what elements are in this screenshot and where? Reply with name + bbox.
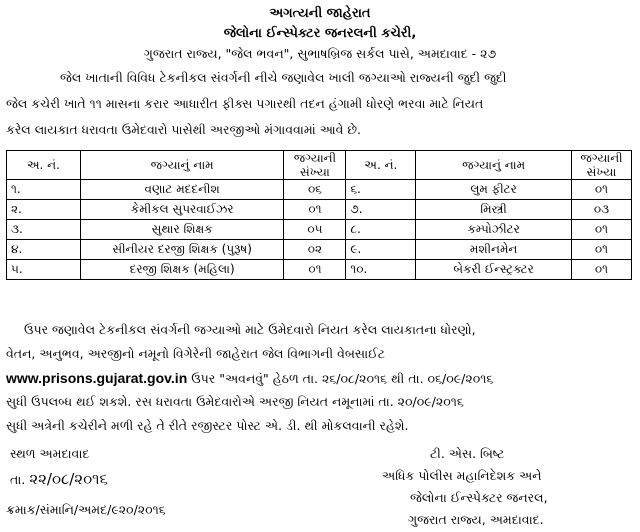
row-post: કેમીકલ સુપરવાઈઝર [80,200,284,220]
row-sno: ૨. [7,200,81,220]
website-link[interactable]: www.prisons.gujarat.gov.in [6,370,188,386]
table-row [7,180,632,200]
row-count: ૦૨ [284,240,346,260]
details-line-2: વેતન, અનુભવ, અરજીનો નમૂનો વિગેરેની જાહેરાત જેલ વિભાગની વેબસાઈટ [6,346,386,361]
row-count-2: ૦૧ [571,260,631,280]
row-post: દરજી શિક્ષક (મહિલા) [80,260,284,280]
header-sno: અ. નં. [7,151,81,180]
header-count-line2: સંખ્યા [300,165,330,179]
table-row [7,200,632,220]
row-sno-2: ૭. [346,200,416,220]
header-count-2 [571,151,631,180]
signatory-name: ટી. એસ. બિષ્ટ [430,446,505,461]
header-count [284,151,346,180]
row-count-2: ૦૩ [571,200,631,220]
details-line-4: સુધી ઉપલબ્ધ થઈ શકશે. રસ ધરાવતા ઉમેદવારોએ અરજી નિયત નમૂનામાં તા. ૨૦/૦૯/૨૦૧૬ [6,394,464,409]
details-line-3-rest: ઉપર "અવનવું" હેઠળ તા. ૨૬/૦૮/૨૦૧૬ થી તા. ૦૬/૦૯/૨૦૧૬ [191,371,494,386]
row-sno: ૪. [7,240,81,260]
details-line-5: સુધી અત્રેની કચેરીને મળી રહે તે રીતે રજીસ્ટર પોસ્ટ એ. ડી. થી મોકલવાની રહેશે. [6,418,409,433]
row-sno: ૩. [7,220,81,240]
intro-line-2: જેલ કચેરી ખાતે ૧૧ માસના કરાર આધારીત ફીક્સ પગારથી તદન હંગામી ધોરણે ભરવા માટે નિયત [6,96,484,111]
place-label: સ્થળ અમદાવાદ [10,446,90,461]
table-row [7,220,632,240]
row-count-2: ૦૧ [571,180,631,200]
reference-number: ક્રમાક/સંમાનિ/અમદ/૯૨૦/૨૦૧૬ [6,502,166,517]
header-count-line1: જગ્યાની [293,151,337,165]
row-post: સુથાર શિક્ષક [80,220,284,240]
signatory-title-3: ગુજરાત રાજ્ય, અમદાવાદ. [408,512,544,527]
row-sno-2: ૬. [346,180,416,200]
row-post-2: મશીનમેન [416,240,572,260]
row-count-2: ૦૧ [571,220,631,240]
row-sno: ૧. [7,180,81,200]
date-prefix: તા. [10,472,26,487]
table-row [7,260,632,280]
details-line-1: ઉપર જણાવેલ ટેકનીકલ સંવર્ગની જગ્યાઓ માટે ઉમેદવારો નિયત કરેલ લાયકાતના ધોરણો, [24,322,476,337]
intro-line-3: કરેલ લાયકાત ધરાવતા ઉમેદવારો પાસેથી અરજીઓ મંગાવવામાં આવે છે. [6,122,362,137]
row-count: ૦૫ [284,220,346,240]
signatory-title-2: જેલોના ઈન્સ્પેક્ટર જનરલ, [410,490,548,505]
table-row [7,240,632,260]
office-address: ગુજરાત રાજ્ય, "જેલ ભવન", સુભાષબ્રિજ સર્કલ પાસે, અમદાવાદ - ૨૭ [143,46,497,61]
header-count-2-line1: જગ્યાની [580,151,623,165]
row-count: ૦૧ [284,200,346,220]
details-line-3 [6,370,493,387]
row-post-2: કમ્પોઝીટર [416,220,572,240]
row-post: વણાટ મદદનીશ [80,180,284,200]
header-post: જગ્યાનું નામ [80,151,284,180]
row-sno-2: ૯. [346,240,416,260]
row-sno-2: ૧૦. [346,260,416,280]
row-count: ૦૧ [284,260,346,280]
intro-line-1: જેલ ખાતાની વિવિધ ટેકનીકલ સંવર્ગની નીચે જણાવેલ ખાલી જગ્યાઓ રાજ્યની જુદી જુદી [60,70,507,85]
row-sno-2: ૮. [346,220,416,240]
header-post-2: જગ્યાનું નામ [416,151,572,180]
row-count: ૦૬ [284,180,346,200]
issue-date [10,470,108,488]
header-sno-2: અ. નં. [346,151,416,180]
vacancy-table [6,150,632,280]
row-post-2: મિસ્ત્રી [416,200,572,220]
notice-title: અગત્યની જાહેરાત [269,6,371,21]
office-name: જેલોના ઈન્સ્પેક્ટર જનરલની કચેરી, [223,26,417,41]
row-post: સીનીયર દરજી શિક્ષક (પુરૂષ) [80,240,284,260]
row-post-2: બેકરી ઈન્સ્ટ્રક્ટર [416,260,572,280]
row-sno: ૫. [7,260,81,280]
signatory-title-1: અધિક પોલીસ મહાનિદેશક અને [382,468,542,483]
row-count-2: ૦૧ [571,240,631,260]
row-post-2: લુમ ફીટર [416,180,572,200]
table-header-row [7,151,632,180]
date-value: ૨૨/૦૮/૨૦૧૬ [29,470,108,488]
header-count-2-line2: સંખ્યા [586,165,617,179]
